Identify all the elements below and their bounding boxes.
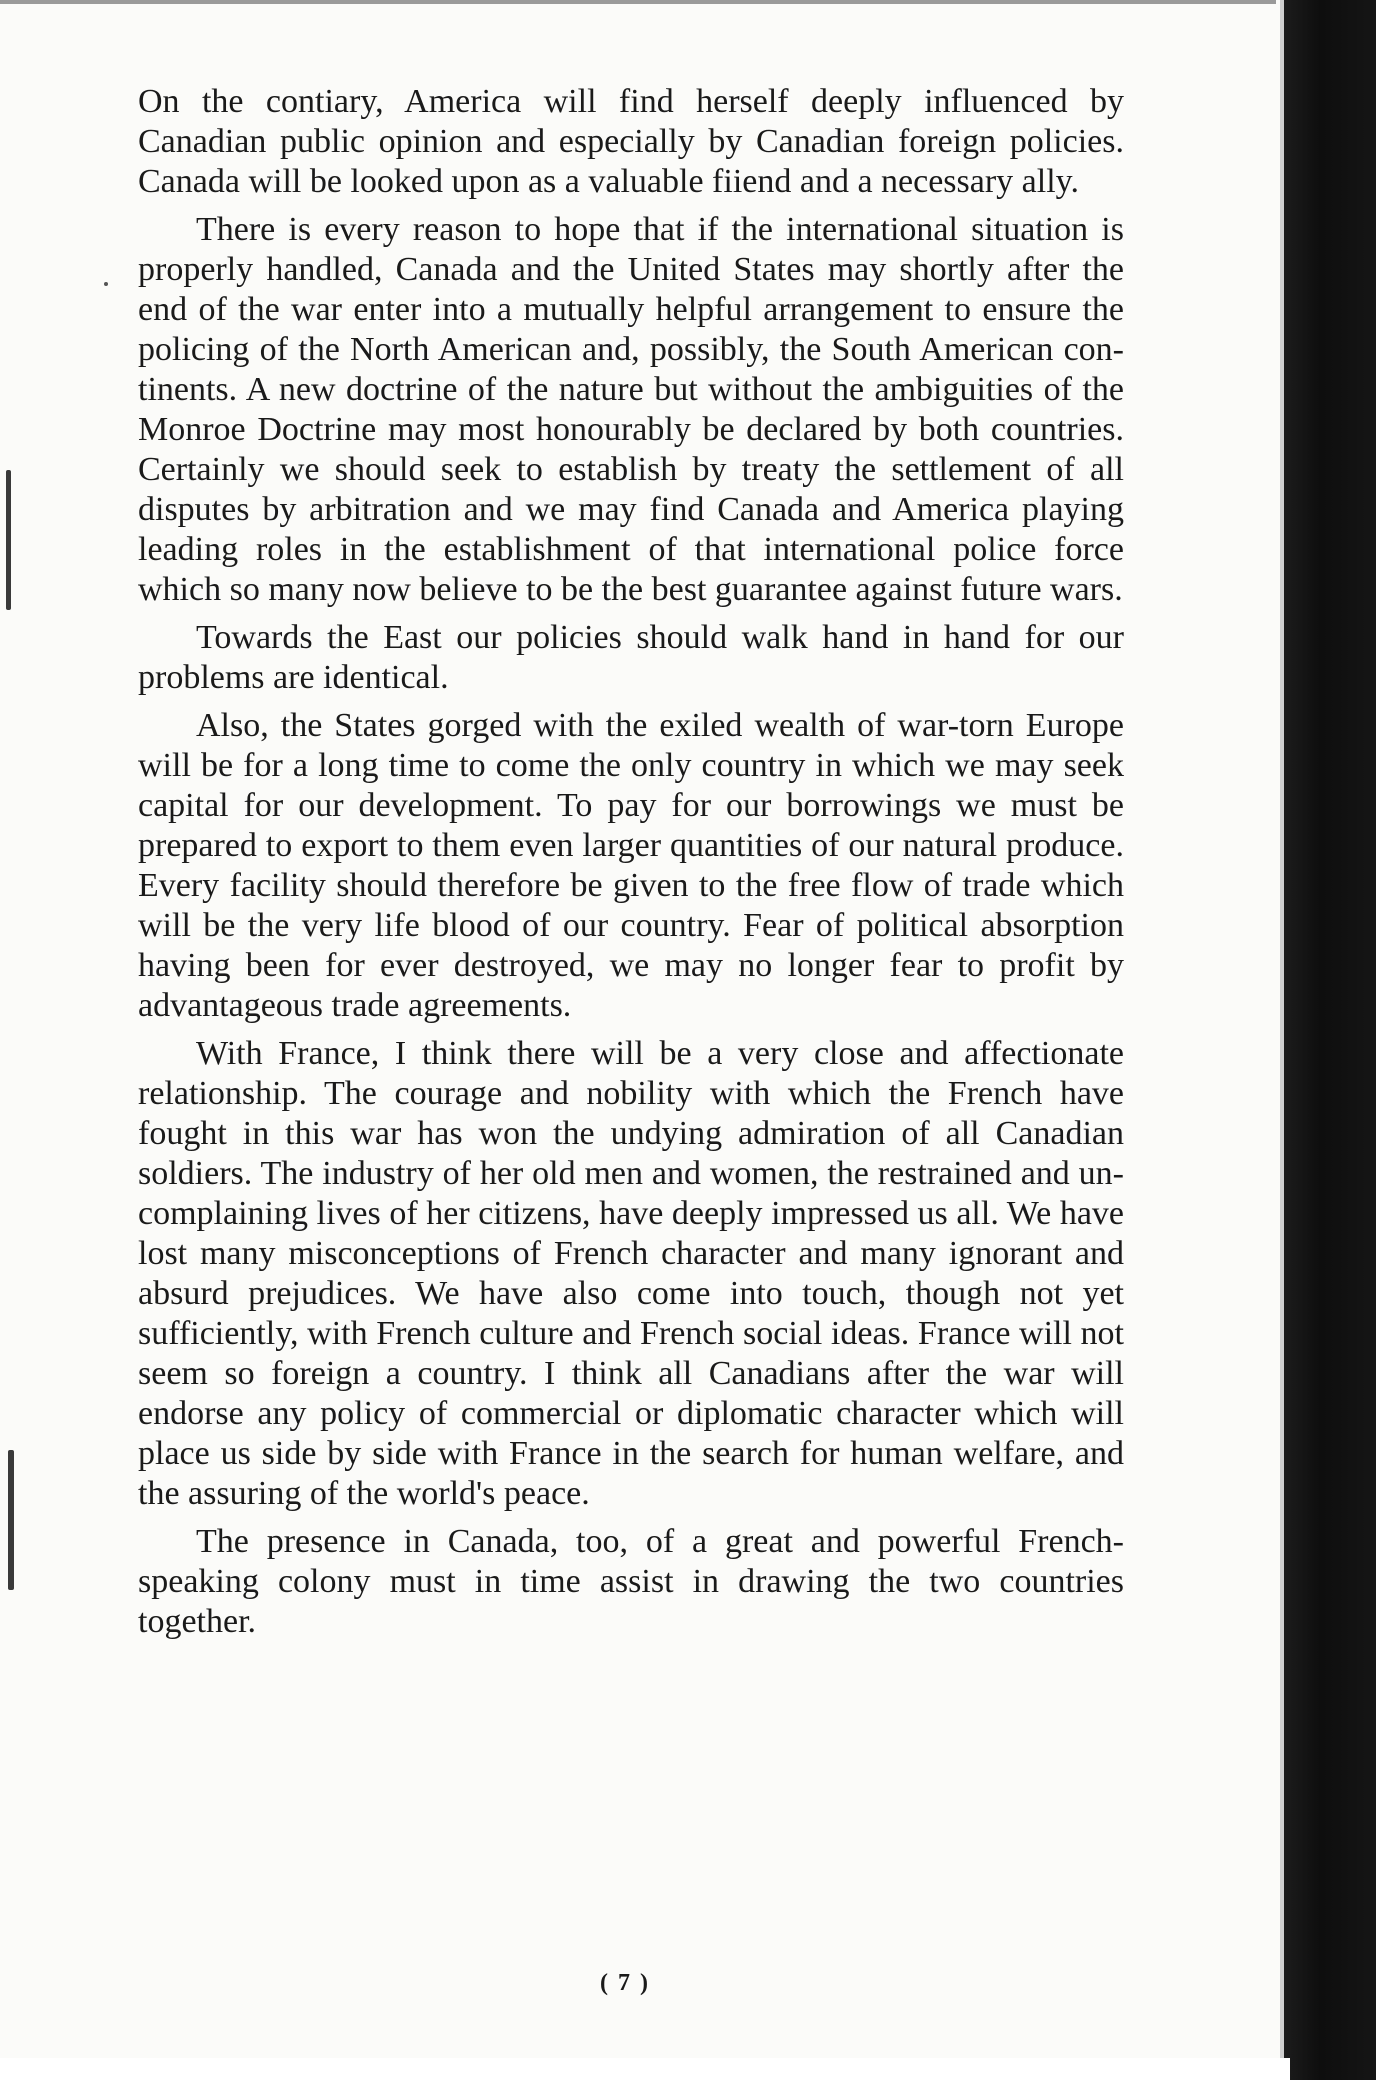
- paragraph: With France, I think there will be a very close and affectionate relationship. The courage and nobility with which the French have fought in this war has won the undying admiration of all Canadian soldiers. The industry of her old men and women, the restrained and uncomplaining lives of her citizens, have deeply impressed us all. We have lost many misconceptions of French character and many ignorant and absurd prejudices. We have also come into touch, though not yet sufficiently, with French culture and French social ideas. France will not seem so foreign a country. I think all Canadians after the war will endorse any policy of commercial or diplomatic character which will place us side by side with France in the search for human welfare, and the assuring of the world's peace.: [138, 1035, 1124, 1512]
- page-number: ( 7 ): [600, 1970, 650, 1996]
- paragraph: The presence in Canada, too, of a great and powerful French-speaking colony must in time assist in drawing the two countries together.: [138, 1523, 1124, 1640]
- paragraph: Towards the East our policies should walk hand in hand for our problems are identical.: [138, 619, 1124, 696]
- top-edge-line: [0, 0, 1276, 4]
- binding-mark-lower: [8, 1450, 14, 1590]
- binding-mark-upper: [6, 470, 11, 610]
- page-speck: [104, 282, 108, 286]
- paragraph: There is every reason to hope that if the international situation is properly handled, Canada and the United States may shortly after the end of the war enter into a mutually helpful arrangement to ensure the policing of the North American and, possibly, the South American continents. A new doctrine of the nature but without the ambiguities of the Monroe Doctrine may most honourably be declared by both countries. Certainly we should seek to establish by treaty the settlement of all disputes by arbitration and we may find Canada and America playing leading roles in the establishment of that international police force which so many now believe to be the best guarantee against future wars.: [138, 211, 1124, 608]
- body-text: [138, 82, 1124, 1650]
- scanner-dark-edge: [1284, 0, 1376, 2080]
- paragraph: Also, the States gorged with the exiled wealth of war-torn Europe will be for a long time to come the only country in which we may seek capital for our development. To pay for our borrowings we must be prepared to export to them even larger quantities of our natural produce. Every facility should therefore be given to the free flow of trade which will be the very life blood of our country. Fear of political absorption having been for ever destroyed, we may no longer fear to profit by advantageous trade agreements.: [138, 707, 1124, 1024]
- scanner-bottom-margin: [0, 2058, 1290, 2080]
- paragraph: On the contiary, America will find herself deeply influenced by Canadian public opinion and especially by Canadian foreign policies. Canada will be looked upon as a valuable fiiend and a necessary ally.: [138, 83, 1124, 200]
